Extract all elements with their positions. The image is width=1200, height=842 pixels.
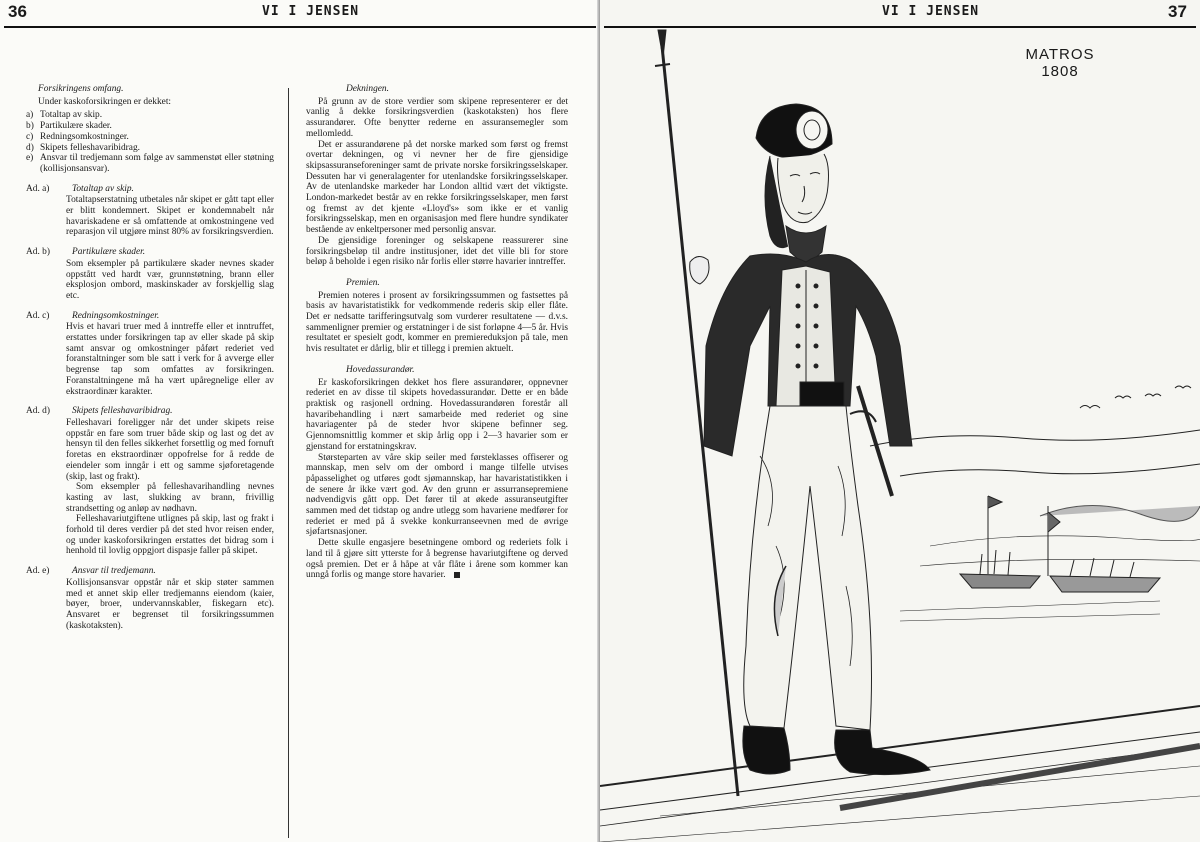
list-marker: b)	[26, 121, 34, 132]
column-right	[306, 84, 568, 581]
section-paragraph: Er kaskoforsikringen dekket hos flere assurandører, oppnevner rederiet en av disse til skipets hovedassurandør. Dette er en både praktisk og rasjonell ordning. Hovedassurandøren forestår all havaribehandling i nært samarbeide med rederiet og sine havariagenter på de steder hvor skipene befinner seg. Gjennomsnittlig kommer et skip årlig opp i 2—3 havarier som er gjenstand for erstatningskrav.	[306, 377, 568, 452]
list-marker: c)	[26, 131, 34, 142]
section-paragraph: Det er assurandørene på det norske marked som først og fremst overtar dekningen, og vi nevner her de fire gjensidige skipsassuranseforeninger samt de private norske forsikringsselskaper. Dessuten har vi generalagenter for utenlandske forsikringsselskaper. Av de utenlandske markeder har London alltid vært det viktigste. London-markedet består av en rekke forsikringsselskaper, men først og fremst av det kjente «Lloyd's» som ikke er et vanlig forsikringsselskap, men en organisasjon med flere hundre syndikater bestående av enkeltpersoner med personlig ansvar.	[306, 139, 568, 236]
section-paragraph: Dette skulle engasjere besetningene ombord og rederiets folk i land til å gjøre sitt ytterste for å begrense havariutgiftene og derved også premien. Det er å håpe at vår flåte i årene som kommer kan unngå forlis og mange store havarier.	[306, 538, 568, 581]
ad-e	[26, 566, 274, 631]
ad-title: Skipets felleshavaribidrag.	[72, 406, 173, 417]
running-head-left: VI I JENSEN	[262, 4, 360, 19]
sailor-illustration	[600, 26, 1200, 842]
section-title: Premien.	[346, 277, 380, 288]
column-divider	[288, 88, 289, 838]
caption-title: MATROS	[1025, 46, 1095, 63]
ad-paragraph: Hvis et havari truer med å inntreffe eller et inntruffet, erstattes under forsikringen tap av eller skade på skip samt ansvar og omkostninger påført rederiet ved foranstaltninger som ble satt i verk for å avverge eller begrense tap som omfattes av forsikringen. Foranstaltningene må ha vært upåregnelige eller av ekstraordinær karakter.	[66, 322, 274, 397]
ad-title: Totaltap av skip.	[72, 183, 134, 194]
intro-text: Under kaskoforsikringen er dekket:	[38, 96, 172, 107]
ad-label: Ad. c)	[26, 310, 50, 321]
ad-title: Redningsomkostninger.	[72, 310, 160, 321]
list-marker: e)	[26, 153, 34, 164]
ad-c	[26, 311, 274, 398]
section-premien	[306, 278, 568, 355]
page-number-right: 37	[1168, 2, 1187, 21]
list-text: Redningsomkostninger.	[40, 131, 129, 142]
ad-paragraph: Totaltapserstatning utbetales når skipet er gått tapt eller er blitt kondemnert. Skipet er kondemnabelt når havariskadene er så omfattende at omkostningene ved reparasjon vil utgjøre minst 80% av forsikringsverdien.	[66, 195, 274, 238]
caption-year: 1808	[1041, 63, 1079, 80]
ad-label: Ad. b)	[26, 247, 50, 258]
list-text: Ansvar til tredjemann som følge av sammenstøt eller støtning (kollisjonsansvar).	[40, 153, 274, 174]
ad-paragraph: Som eksempler på felleshavarihandling nevnes kasting av last, slukking av brann, frivillig strandsetting og anløp av nødhavn.	[66, 482, 274, 514]
running-head-right: VI I JENSEN	[882, 4, 980, 19]
ad-title: Ansvar til tredjemann.	[72, 566, 156, 577]
ad-paragraph: Som eksempler på partikulære skader nevnes skader oppstått ved hardt vær, grunnstøtning, brann eller eksplosjon ombord, maskinskader av forskjellig slag etc.	[66, 258, 274, 301]
ad-b	[26, 247, 274, 302]
column-left	[26, 84, 274, 631]
right-page	[600, 0, 1200, 842]
header-rule-left	[4, 26, 596, 28]
ad-paragraph: Felleshavari foreligger når det under skipets reise oppstår en fare som truer både skip og last og det av hensyn til den felles sikkerhet forsettlig og med fornuft foretas en ekstraordinær oppofrelse for å redde de eiendeler som inngår i ett og samme sjøforetagende (skip, last og frakt).	[66, 417, 274, 482]
section-paragraph: De gjensidige foreninger og selskapene reassurerer sine forsikringsbeløp til andre institusjoner, idet det ville bli for store beløp å beholde i egen risiko når forlis eller større havarier inntreffer.	[306, 235, 568, 268]
list-text: Partikulære skader.	[40, 121, 112, 132]
list-text: Totaltap av skip.	[40, 110, 103, 121]
list-marker: d)	[26, 142, 34, 153]
section-hovedassurandor	[306, 365, 568, 581]
list-text: Skipets felleshavaribidrag.	[40, 142, 140, 153]
ad-a	[26, 184, 274, 239]
list-item	[26, 110, 274, 121]
ad-d	[26, 406, 274, 557]
section-paragraph: På grunn av de store verdier som skipene representerer er det vanlig å dekke forsikringsverdien (kaskotaksten) hos flere assurandører. Ofte benytter rederne en assuransemegler som mellomledd.	[306, 96, 568, 139]
section-heading-omfang: Forsikringens omfang.	[38, 84, 124, 94]
section-paragraph: Størsteparten av våre skip seiler med førsteklasses offiserer og mannskap, men selv om der ombord i mange tilfelle utvises påpasselighet og utføres godt sjømannskap, har havaristatistikken i de senere år ikke vært god. Av den grunn er assurransepremiene nødvendigvis gått opp. Det fører til at økede assuranseutgifter sammen med det tidstap og andre utlegg som havariene medfører for rederiet er med på å svekke konkurranseevnen med de øvrige sjøfartsnasjoner.	[306, 452, 568, 538]
list-marker: a)	[26, 110, 34, 121]
ad-label: Ad. d)	[26, 406, 50, 417]
section-dekningen	[306, 84, 568, 268]
section-paragraph: Premien noteres i prosent av forsikringssummen og fastsettes på basis av havaristatistikk for vedkommende rederis skip eller flåte. Det er nedsatte tarifferingsutvalg som vurderer resultatene — d.v.s. sammenligner premier og erstatninger i de sist forløpne 4—5 år. Hvis resultatet er spesielt godt, kommer en premiereduksjon på tale, men hvis resultatet er dårlig, blir et tillegg i premien aktuelt.	[306, 290, 568, 355]
ad-label: Ad. a)	[26, 183, 50, 194]
list-item	[26, 153, 274, 174]
ad-label: Ad. e)	[26, 566, 50, 577]
list-item	[26, 132, 274, 143]
ad-title: Partikulære skader.	[72, 247, 146, 258]
coverage-list	[26, 110, 274, 174]
list-item	[26, 143, 274, 154]
section-title: Dekningen.	[346, 84, 389, 94]
section-title: Hovedassurandør.	[346, 364, 415, 375]
list-item	[26, 121, 274, 132]
square-end-icon	[454, 572, 460, 578]
ad-paragraph: Felleshavariutgiftene utlignes på skip, last og frakt i forhold til deres verdier på det sted hvor reisen ender, og under kaskoforsikringen erstattes det bidrag som i henhold til lovlig oppgjort dispasje faller på skipet.	[66, 514, 274, 557]
ad-paragraph: Kollisjonsansvar oppstår når et skip støter sammen med et annet skip eller tredjemanns eiendom (kaier, bøyer, broer, undervannskabler, fiskegarn etc). Ansvaret er begrenset til forsikringssummen (kaskotaksten).	[66, 577, 274, 631]
page-number-left: 36	[8, 2, 27, 21]
illustration-caption	[760, 46, 1200, 80]
